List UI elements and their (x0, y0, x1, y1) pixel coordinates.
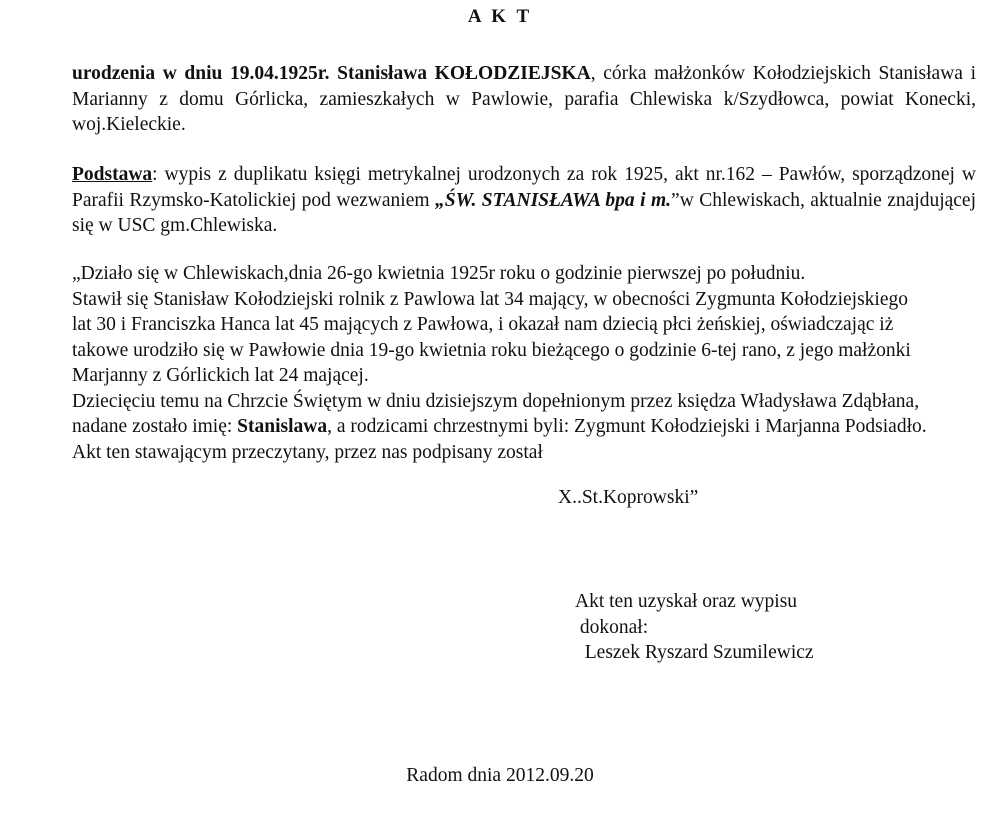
issuer-line: Akt ten uzyskał oraz wypisu (575, 591, 798, 612)
basis-paragraph (72, 162, 976, 239)
name-line-after: , a rodzicami chrzestnymi byli: Zygmunt Kołodziejski i Marjanna Podsiadło. (327, 416, 927, 437)
issuer-block (575, 589, 814, 666)
birth-statement-lead: urodzenia w dniu 19.04.1925r. Stanisława KOŁODZIEJSKA (72, 63, 591, 84)
closing-line: Akt ten stawającym przeczytany, przez nas podpisany został (72, 441, 543, 463)
parish-name: „ŚW. STANISŁAWA bpa i m. (434, 189, 672, 211)
quote-line: Dziecięciu temu na Chrzcie Świętym w dniu dzisiejszym dopełnionym przez księdza Władysława Zdąbłana, (72, 390, 920, 412)
birth-statement-rest: , córka małżonków Kołodziejskich Stanisława i Marianny z domu Górlicka, zamieszkałych w Pawlowie, parafia Chlewiska k/Szydłowca, powiat Konecki, woj.Kieleckie. (72, 63, 976, 135)
birth-statement (72, 61, 976, 138)
basis-label: Podstawa (72, 164, 153, 185)
name-line-before: nadane zostało imię: (72, 416, 238, 437)
issuer-line: Leszek Ryszard Szumilewicz (575, 642, 814, 663)
record-quote (72, 261, 982, 465)
quote-line: „Działo się w Chlewiskach,dnia 26-go kwietnia 1925r roku o godzinie pierwszej po południu. (72, 263, 806, 284)
name-line (72, 414, 982, 440)
basis-text-after: ”w Chlewiskach, aktualnie znajdującej się w USC gm.Chlewiska. (72, 189, 977, 236)
quote-line: Marjanny z Górlickich lat 24 mającej. (72, 365, 369, 386)
quote-line: Stawił się Stanisław Kołodziejski rolnik z Pawlowa lat 34 mający, w obecności Zygmunta Kołodziejskiego (72, 288, 908, 310)
quote-line: takowe urodziło się w Pawłowie dnia 19-go kwietnia roku bieżącego o godzinie 6-tej rano, z jego małżonki (72, 339, 911, 361)
priest-signature: X..St.Koprowski” (558, 487, 699, 508)
given-name: Stanislawa (237, 416, 328, 437)
place-date: Radom dnia 2012.09.20 (406, 765, 594, 786)
issuer-line: dokonał: (575, 616, 649, 638)
document-title: A K T (467, 6, 533, 27)
basis-text-before: : wypis z duplikatu księgi metrykalnej urodzonych za rok 1925, akt nr.162 – Pawłów, sporządzonej w Parafii Rzymsko-Katolickiej pod wezwaniem (72, 164, 976, 211)
quote-line: lat 30 i Franciszka Hanca lat 45 mających z Pawłowa, i okazał nam dziecią płci żeńskiej, oświadczając iż (72, 314, 894, 335)
